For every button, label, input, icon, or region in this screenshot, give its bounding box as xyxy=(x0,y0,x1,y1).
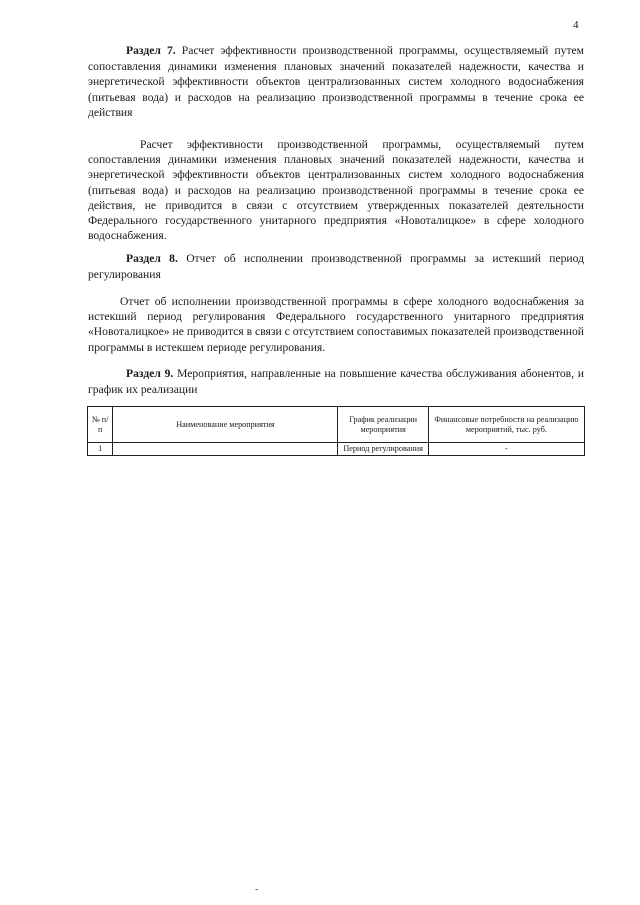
section-7-title: Расчет эффективности производственной программы, осуществляемый путем сопоставления динамики изменения плановых значений показателей надежности, качества и энергетической эффективности объектов централизованных систем холодного водоснабжения (питьевая вода) и расходов на реализацию производственной программы в течение срока ее действия xyxy=(88,44,585,120)
section-8-body: Отчет об исполнении производственной программы в сфере холодного водоснабжения за истекший период регулирования Федерального государственного унитарного предприятия «Новоталицкое» не приводится в связи с отсутствием сопоставимых показателей производственной программы в истекшем периоде регулирования. xyxy=(88,295,584,354)
page-number: 4 xyxy=(573,19,579,31)
section-8-title: Отчет об исполнении производственной программы за истекший период регулирования xyxy=(88,252,584,281)
row-name xyxy=(113,443,338,456)
row-num: 1 xyxy=(88,443,113,456)
measures-table xyxy=(87,406,585,456)
row-finance: - xyxy=(428,443,584,456)
table-header-row xyxy=(88,407,585,443)
footer-mark: - xyxy=(255,884,259,895)
table-row xyxy=(88,443,585,456)
section-8-label: Раздел 8. xyxy=(126,252,178,265)
section-9-heading xyxy=(88,366,584,397)
section-7-heading xyxy=(88,43,584,121)
section-7-label: Раздел 7. xyxy=(126,44,176,57)
header-finance: Финансовые потребности на реализацию мероприятий, тыс. руб. xyxy=(428,407,584,443)
header-name: Наименование мероприятия xyxy=(113,407,338,443)
section-8-heading xyxy=(88,251,584,282)
header-schedule: График реализации мероприятия xyxy=(338,407,428,443)
row-schedule: Период регулирования xyxy=(338,443,428,456)
header-num: № п/п xyxy=(88,407,113,443)
section-9-title: Мероприятия, направленные на повышение качества обслуживания абонентов, и график их реализации xyxy=(88,367,585,396)
section-7-body: Расчет эффективности производственной программы, осуществляемый путем сопоставления динамики изменения плановых значений показателей надежности, качества и энергетической эффективности объектов централизованных систем холодного водоснабжения (питьевая вода) и расходов на реализацию производственной программы в течение срока ее действия, не приводится в связи с отсутствием утвержденных показателей деятельности Федерального государственного унитарного предприятия «Новоталицкое» в сфере холодного водоснабжения. xyxy=(88,138,584,243)
section-9-label: Раздел 9. xyxy=(126,367,174,380)
